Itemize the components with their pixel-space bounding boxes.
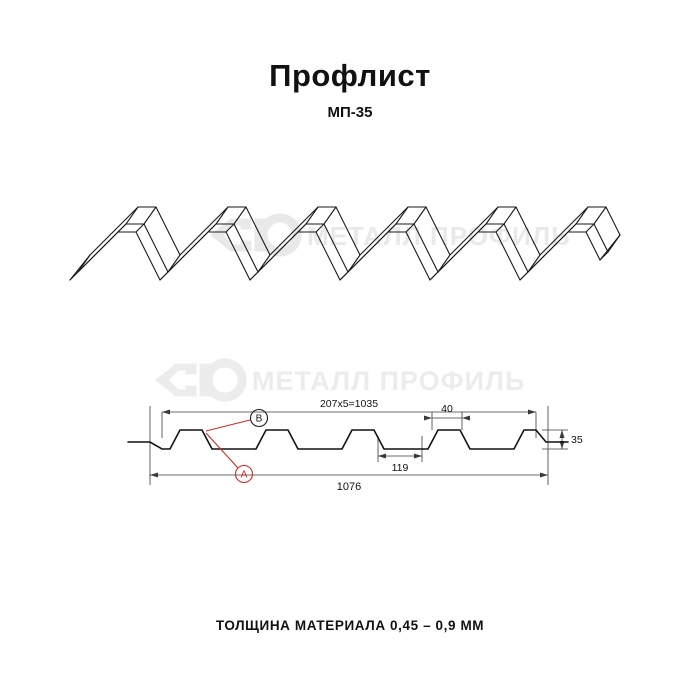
dimension-total-width: 1076 <box>336 481 362 493</box>
cross-section-drawing <box>110 350 610 510</box>
dimension-rib-top-width: 40 <box>441 403 453 415</box>
dimension-effective-width: 207х5=1035 <box>319 398 379 410</box>
product-model: МП-35 <box>327 104 373 121</box>
dimension-rib-pitch: 119 <box>391 462 409 474</box>
svg-text:МЕТАЛЛ ПРОФИЛЬ: МЕТАЛЛ ПРОФИЛЬ <box>252 366 526 396</box>
svg-text:МЕТАЛЛ ПРОФИЛЬ: МЕТАЛЛ ПРОФИЛЬ <box>307 221 571 251</box>
isometric-profile-drawing <box>60 160 640 320</box>
callout-a-label: A <box>240 469 248 481</box>
dimension-profile-height: 35 <box>571 434 583 446</box>
page-title: Профлист <box>269 58 431 93</box>
callout-b-label: B <box>255 413 263 425</box>
material-thickness-note: ТОЛЩИНА МАТЕРИАЛА 0,45 – 0,9 ММ <box>215 618 485 633</box>
